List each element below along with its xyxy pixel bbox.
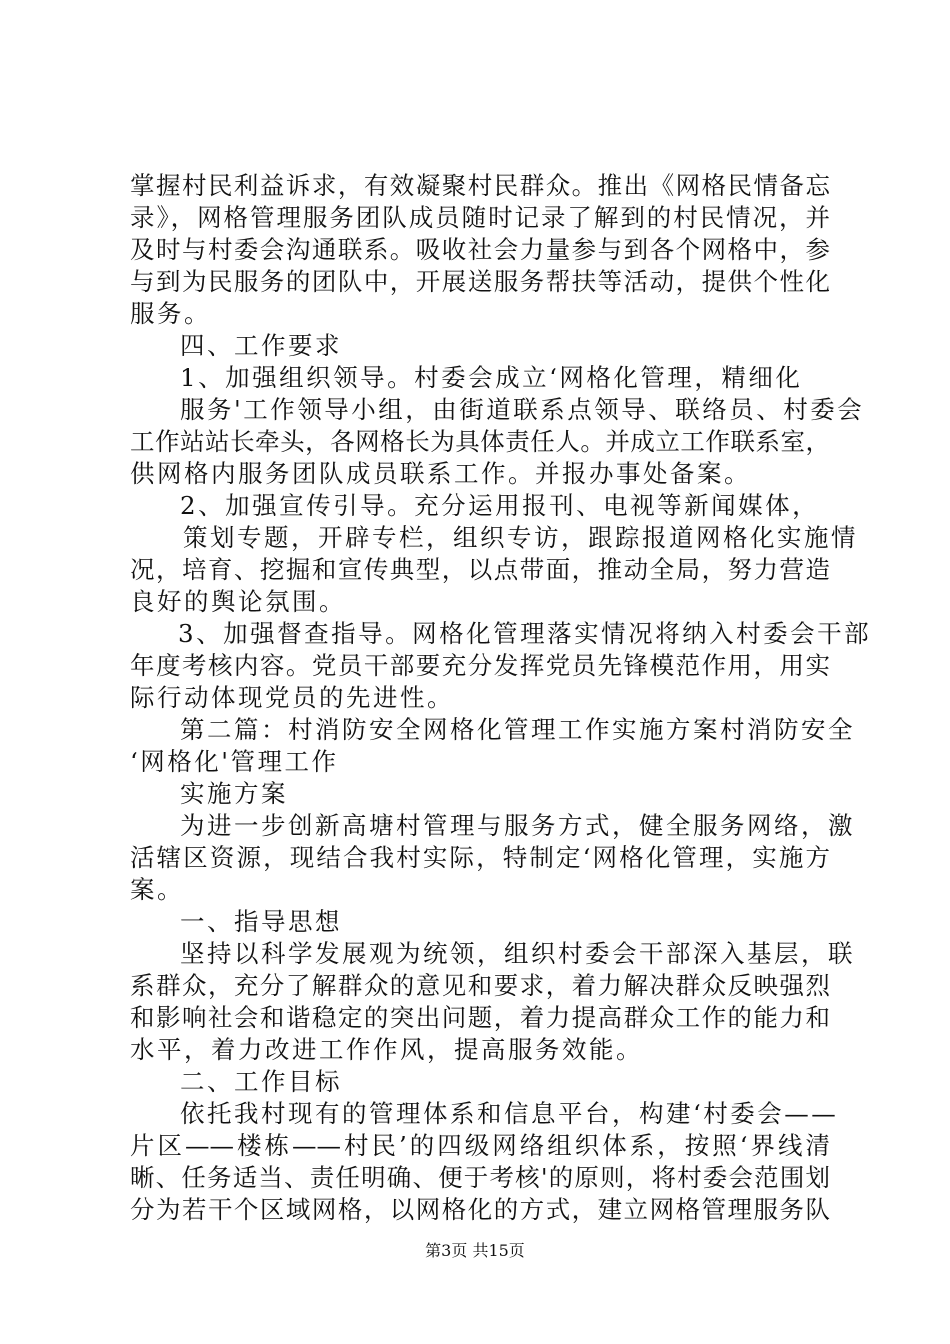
text-line: 片区——楼栋——村民’的四级网络组织体系，按照‘界线清 [130,1131,830,1160]
text-line: 掌握村民利益诉求，有效凝聚村民群众。推出《网格民情备忘 [130,171,830,200]
text-line: 及时与村委会沟通联系。吸收社会力量参与到各个网格中，参 [130,235,830,264]
text-line: 晰、任务适当、责任明确、便于考核'的原则，将村委会范围划 [130,1163,830,1192]
text-line: 良好的舆论氛围。 [130,587,346,616]
text-line: 工作站站长牵头，各网格长为具体责任人。并成立工作联系室， [130,427,830,456]
section-heading: 二、工作目标 [180,1067,342,1096]
text-line: 服务。 [130,299,211,328]
text-line: 2、加强宣传引导。充分运用报刊、电视等新闻媒体， [180,491,820,520]
text-line: 和影响社会和谐稳定的突出问题，着力提高群众工作的能力和 [130,1003,830,1032]
text-line: 水平，着力改进工作作风，提高服务效能。 [130,1035,643,1064]
text-line: 1、加强组织领导。村委会成立‘网格化管理，精细化 [180,363,803,392]
chapter-title: 实施方案 [180,779,288,808]
text-line: 案。 [130,875,184,904]
text-line: 依托我村现有的管理体系和信息平台，构建‘村委会—— [180,1099,839,1128]
text-line: 活辖区资源，现结合我村实际，特制定‘网格化管理，实施方 [130,843,830,872]
text-line: 策划专题，开辟专栏，组织专访，跟踪报道网格化实施情 [183,523,858,552]
text-line: 年度考核内容。党员干部要充分发挥党员先锋模范作用，用实 [130,651,830,680]
text-line: 3、加强督查指导。网格化管理落实情况将纳入村委会干部 [178,619,872,648]
text-line: 际行动体现党员的先进性。 [130,683,454,712]
section-heading: 四、工作要求 [180,331,342,360]
text-line: 坚持以科学发展观为统领，组织村委会干部深入基层，联 [180,939,855,968]
text-line: 分为若干个区域网格，以网格化的方式，建立网格管理服务队 [130,1195,830,1224]
chapter-title: 第二篇：村消防安全网格化管理工作实施方案村消防安全 [180,715,855,744]
text-line: 录》，网格管理服务团队成员随时记录了解到的村民情况，并 [130,203,830,232]
text-line: 系群众，充分了解群众的意见和要求，着力解决群众反映强烈 [130,971,830,1000]
text-line: 况，培育、挖掘和宣传典型，以点带面，推动全局，努力营造 [130,555,830,584]
text-line: 为进一步创新高塘村管理与服务方式，健全服务网络，激 [180,811,855,840]
text-line: 与到为民服务的团队中，开展送服务帮扶等活动，提供个性化 [130,267,830,296]
text-line: 供网格内服务团队成员联系工作。并报办事处备案。 [130,459,751,488]
section-heading: 一、指导思想 [180,907,342,936]
page-number-footer: 第3页 共15页 [425,1241,525,1260]
text-line: 服务'工作领导小组，由街道联系点领导、联络员、村委会 [180,395,865,424]
chapter-title: ‘网格化'管理工作 [130,747,339,776]
